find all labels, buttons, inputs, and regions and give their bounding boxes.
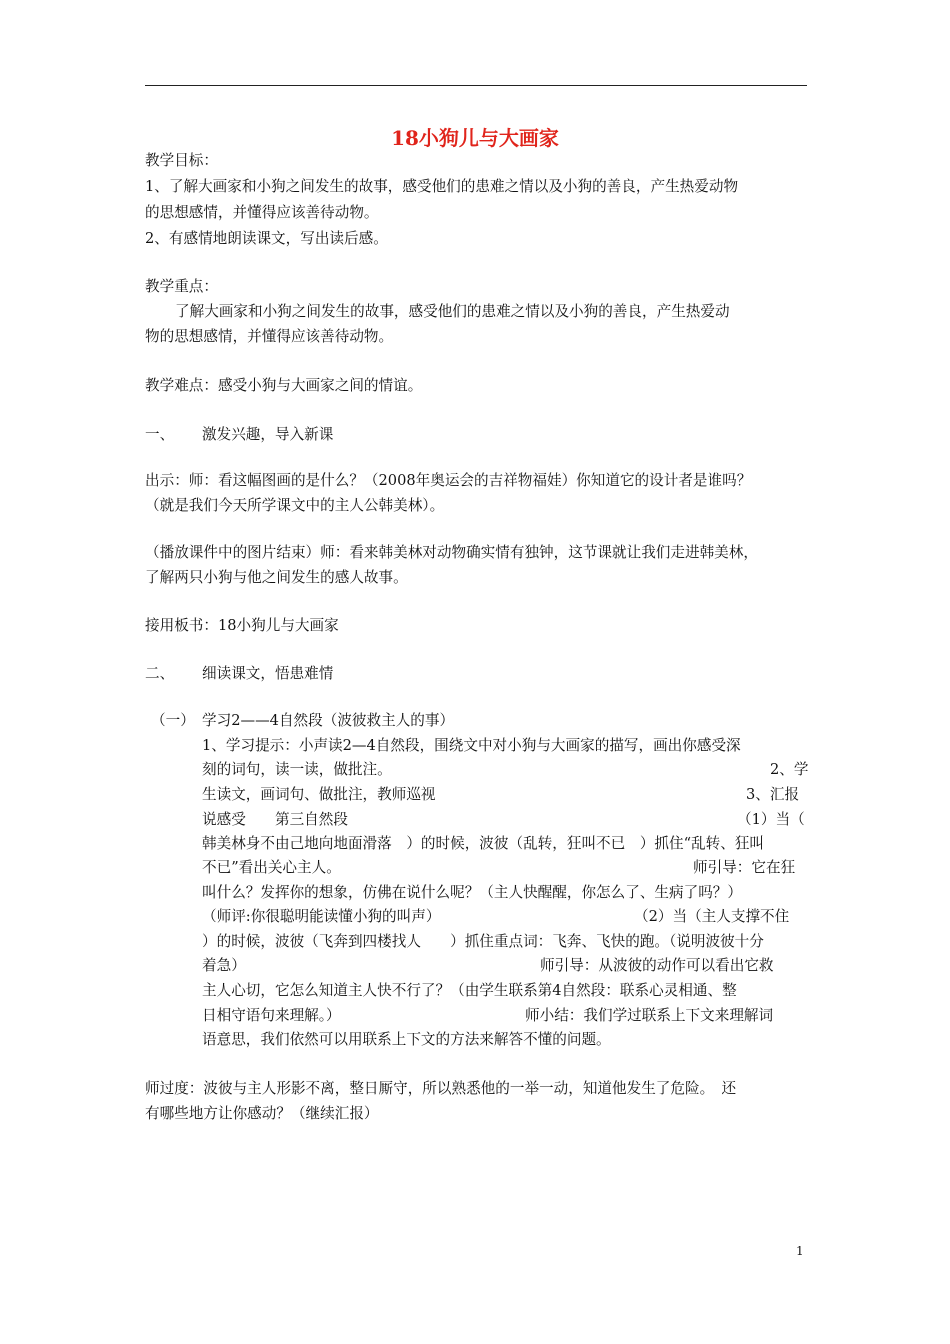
goal-2: 2、有感情地朗读课文，写出读后感。 [145,230,388,247]
study-line-8b: （2）当（主人支撑不住 [634,908,790,925]
study-line-7: 叫什么？发挥你的想象，仿佛在说什么呢？（主人快醒醒，你怎么了、生病了吗？） [202,884,742,901]
goals-heading: 教学目标： [145,152,218,169]
study-line-11: 主人心切，它怎么知道主人快不行了？（由学生联系第4自然段：联系心灵相通、整 [202,982,737,999]
study-line-2b: 2、学 [770,761,809,778]
study-line-10a: 着急） [202,957,246,974]
study-line-4a: 说感受 第三自然段 [202,811,348,828]
study-line-5: 韩美林身不由己地向地面滑落 ）的时候，波彼（乱转，狂叫不已 ）抓住“乱转、狂叫 [202,835,765,852]
study-line-13: 语意思，我们依然可以用联系上下文的方法来解答不懂的问题。 [202,1031,611,1048]
key-line-2: 物的思想感情，并懂得应该善待动物。 [145,328,394,345]
study-line-3a: 生读文，画词句、做批注，教师巡视 [202,786,436,803]
study-line-4b: （1）当（ [737,811,805,828]
study-line-9: ）的时候，波彼（飞奔到四楼找人 ）抓住重点词：飞奔、飞快的跑。（说明波彼十分 [202,933,764,950]
goal-1-line-2: 的思想感情，并懂得应该善待动物。 [145,204,379,221]
play-line-2: 了解两只小狗与他之间发生的感人故事。 [145,569,408,586]
study-line-12a: 日相守语句来理解。） [202,1007,341,1024]
part-1-title: 激发兴趣，导入新课 [202,426,334,443]
part-2-number: 二、 [145,665,175,682]
study-line-3b: 3、汇报 [746,786,800,803]
board-writing: 接用板书：18小狗儿与大画家 [145,617,339,634]
header-rule [145,85,807,86]
sub-1-number: （一） [151,712,195,729]
study-line-10b: 师引导：从波彼的动作可以看出它救 [540,957,774,974]
study-line-6b: 师引导：它在狂 [693,859,796,876]
study-line-1: 1、学习提示：小声读2—4自然段，围绕文中对小狗与大画家的描写，画出你感受深 [202,737,741,754]
difficulty: 教学难点：感受小狗与大画家之间的情谊。 [145,377,423,394]
show-line-1: 出示：师：看这幅图画的是什么？（2008年奥运会的吉祥物福娃）你知道它的设计者是谁吗？ [145,472,752,489]
transition-line-2: 有哪些地方让你感动？（继续汇报） [145,1105,379,1122]
play-line-1: （播放课件中的图片结束）师：看来韩美林对动物确实情有独钟，这节课就让我们走进韩美林， [145,544,758,561]
key-line-1: 了解大画家和小狗之间发生的故事，感受他们的患难之情以及小狗的善良，产生热爱动 [175,303,730,320]
study-line-12b: 师小结：我们学过联系上下文来理解词 [525,1007,774,1024]
page-title: 18小狗儿与大画家 [391,126,559,150]
page-number: 1 [796,1244,804,1258]
sub-1-title: 学习2——4自然段（波彼救主人的事） [202,712,455,729]
study-line-8a: （师评:你很聪明能读懂小狗的叫声） [202,908,441,925]
transition-line-1: 师过度：波彼与主人形影不离，整日厮守，所以熟悉他的一举一动，知道他发生了危险。 还 [145,1080,737,1097]
show-line-2: （就是我们今天所学课文中的主人公韩美林）。 [145,497,445,514]
key-heading: 教学重点： [145,278,218,295]
study-line-2a: 刻的词句，读一读，做批注。 [202,761,392,778]
study-line-6a: 不已”看出关心主人。 [202,859,341,876]
part-2-title: 细读课文，悟患难情 [202,665,334,682]
goal-1-line-1: 1、了解大画家和小狗之间发生的故事，感受他们的患难之情以及小狗的善良，产生热爱动物 [145,178,739,195]
part-1-number: 一、 [145,426,175,443]
